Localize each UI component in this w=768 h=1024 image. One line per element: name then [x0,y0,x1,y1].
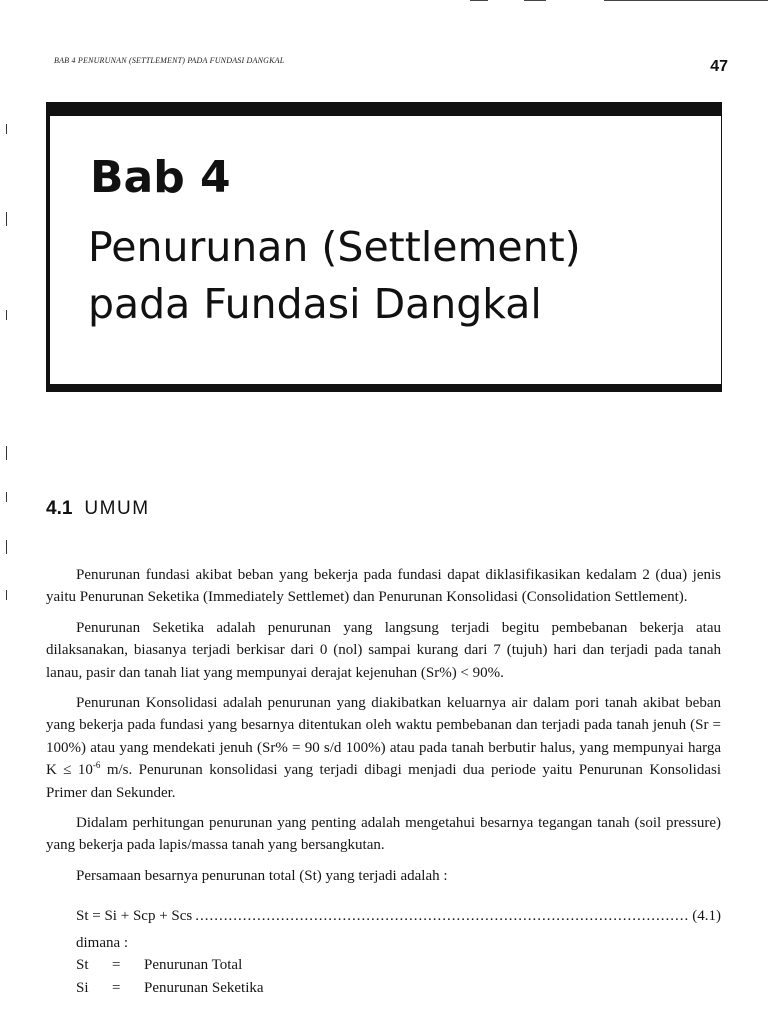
section-number: 4.1 [46,498,73,519]
definition-symbol: Si [76,979,89,996]
body-text [46,564,721,999]
equation-4-1 [46,905,721,927]
paragraph-consolidation-text-end: m/s. Penurunan konsolidasi yang terjadi dibagi menjadi dua periode yaitu Penurunan Konsolidasi Primer dan Sekunder. [46,762,722,801]
paragraph-consolidation-settlement [46,692,721,804]
equation-expression: St = Si + Scp + Scs [76,908,193,925]
paragraph-intro: Penurunan fundasi akibat beban yang bekerja pada fundasi dapat diklasifikasikan kedalam 2 (dua) jenis yaitu Penurunan Seketika (Immediately Settlemet) dan Penurunan Konsolidasi (Consolidation Settlement). [46,567,721,606]
definition-row [46,977,721,999]
equation-leader-dots [195,905,689,927]
definition-meaning: Penurunan Seketika [144,979,264,996]
paragraph-immediate-settlement: Penurunan Seketika adalah penurunan yang langsung terjadi begitu pembebanan bekerja atau dilaksanakan, biasanya terjadi berkisar dari 0 (nol) sampai kurang dari 7 (tujuh) hari dan terjadi pada tanah lanau, pasir dan tanah liat yang mempunyai derajat kejenuhan (Sr%) < 90%. [46,619,721,681]
section-title: UMUM [84,498,150,519]
paragraph-soil-pressure: Didalam perhitungan penurunan yang penting adalah mengetahui besarnya tegangan tanah (soil pressure) yang bekerja pada lapis/massa tanah yang bersangkutan. [46,815,721,854]
page-number: 47 [710,58,728,75]
definition-equals: = [112,957,121,974]
definition-equals: = [112,979,121,996]
definition-symbol: St [76,957,89,974]
section-heading [46,498,150,520]
paragraph-equation-intro: Persamaan besarnya penurunan total (St) yang terjadi adalah : [76,867,448,884]
chapter-number: Bab 4 [90,152,231,203]
exponent: -6 [92,760,101,771]
chapter-title-line-2: pada Fundasi Dangkal [88,280,542,328]
where-label: dimana : [76,934,129,951]
definition-meaning: Penurunan Total [144,957,243,974]
chapter-title [88,219,708,333]
equation-number: (4.1) [692,908,721,925]
paragraph-consolidation-text: Penurunan Konsolidasi adalah penurunan yang diakibatkan keluarnya air dalam pori tanah akibat beban yang bekerja pada fundasi yang besarnya ditentukan oleh waktu pembebanan dan terjadi pada tanah jenuh (Sr = 100%) atau yang mendekati jenuh (Sr% = 90 s/d 100%) atau pada tanah berbutir halus, yang mempunyai harga K ≤ 10 [46,695,721,779]
chapter-title-line-1: Penurunan (Settlement) [88,223,581,271]
running-head: BAB 4 PENURUNAN (SETTLEMENT) PADA FUNDASI DANGKAL [54,56,285,65]
definition-row [46,954,721,976]
